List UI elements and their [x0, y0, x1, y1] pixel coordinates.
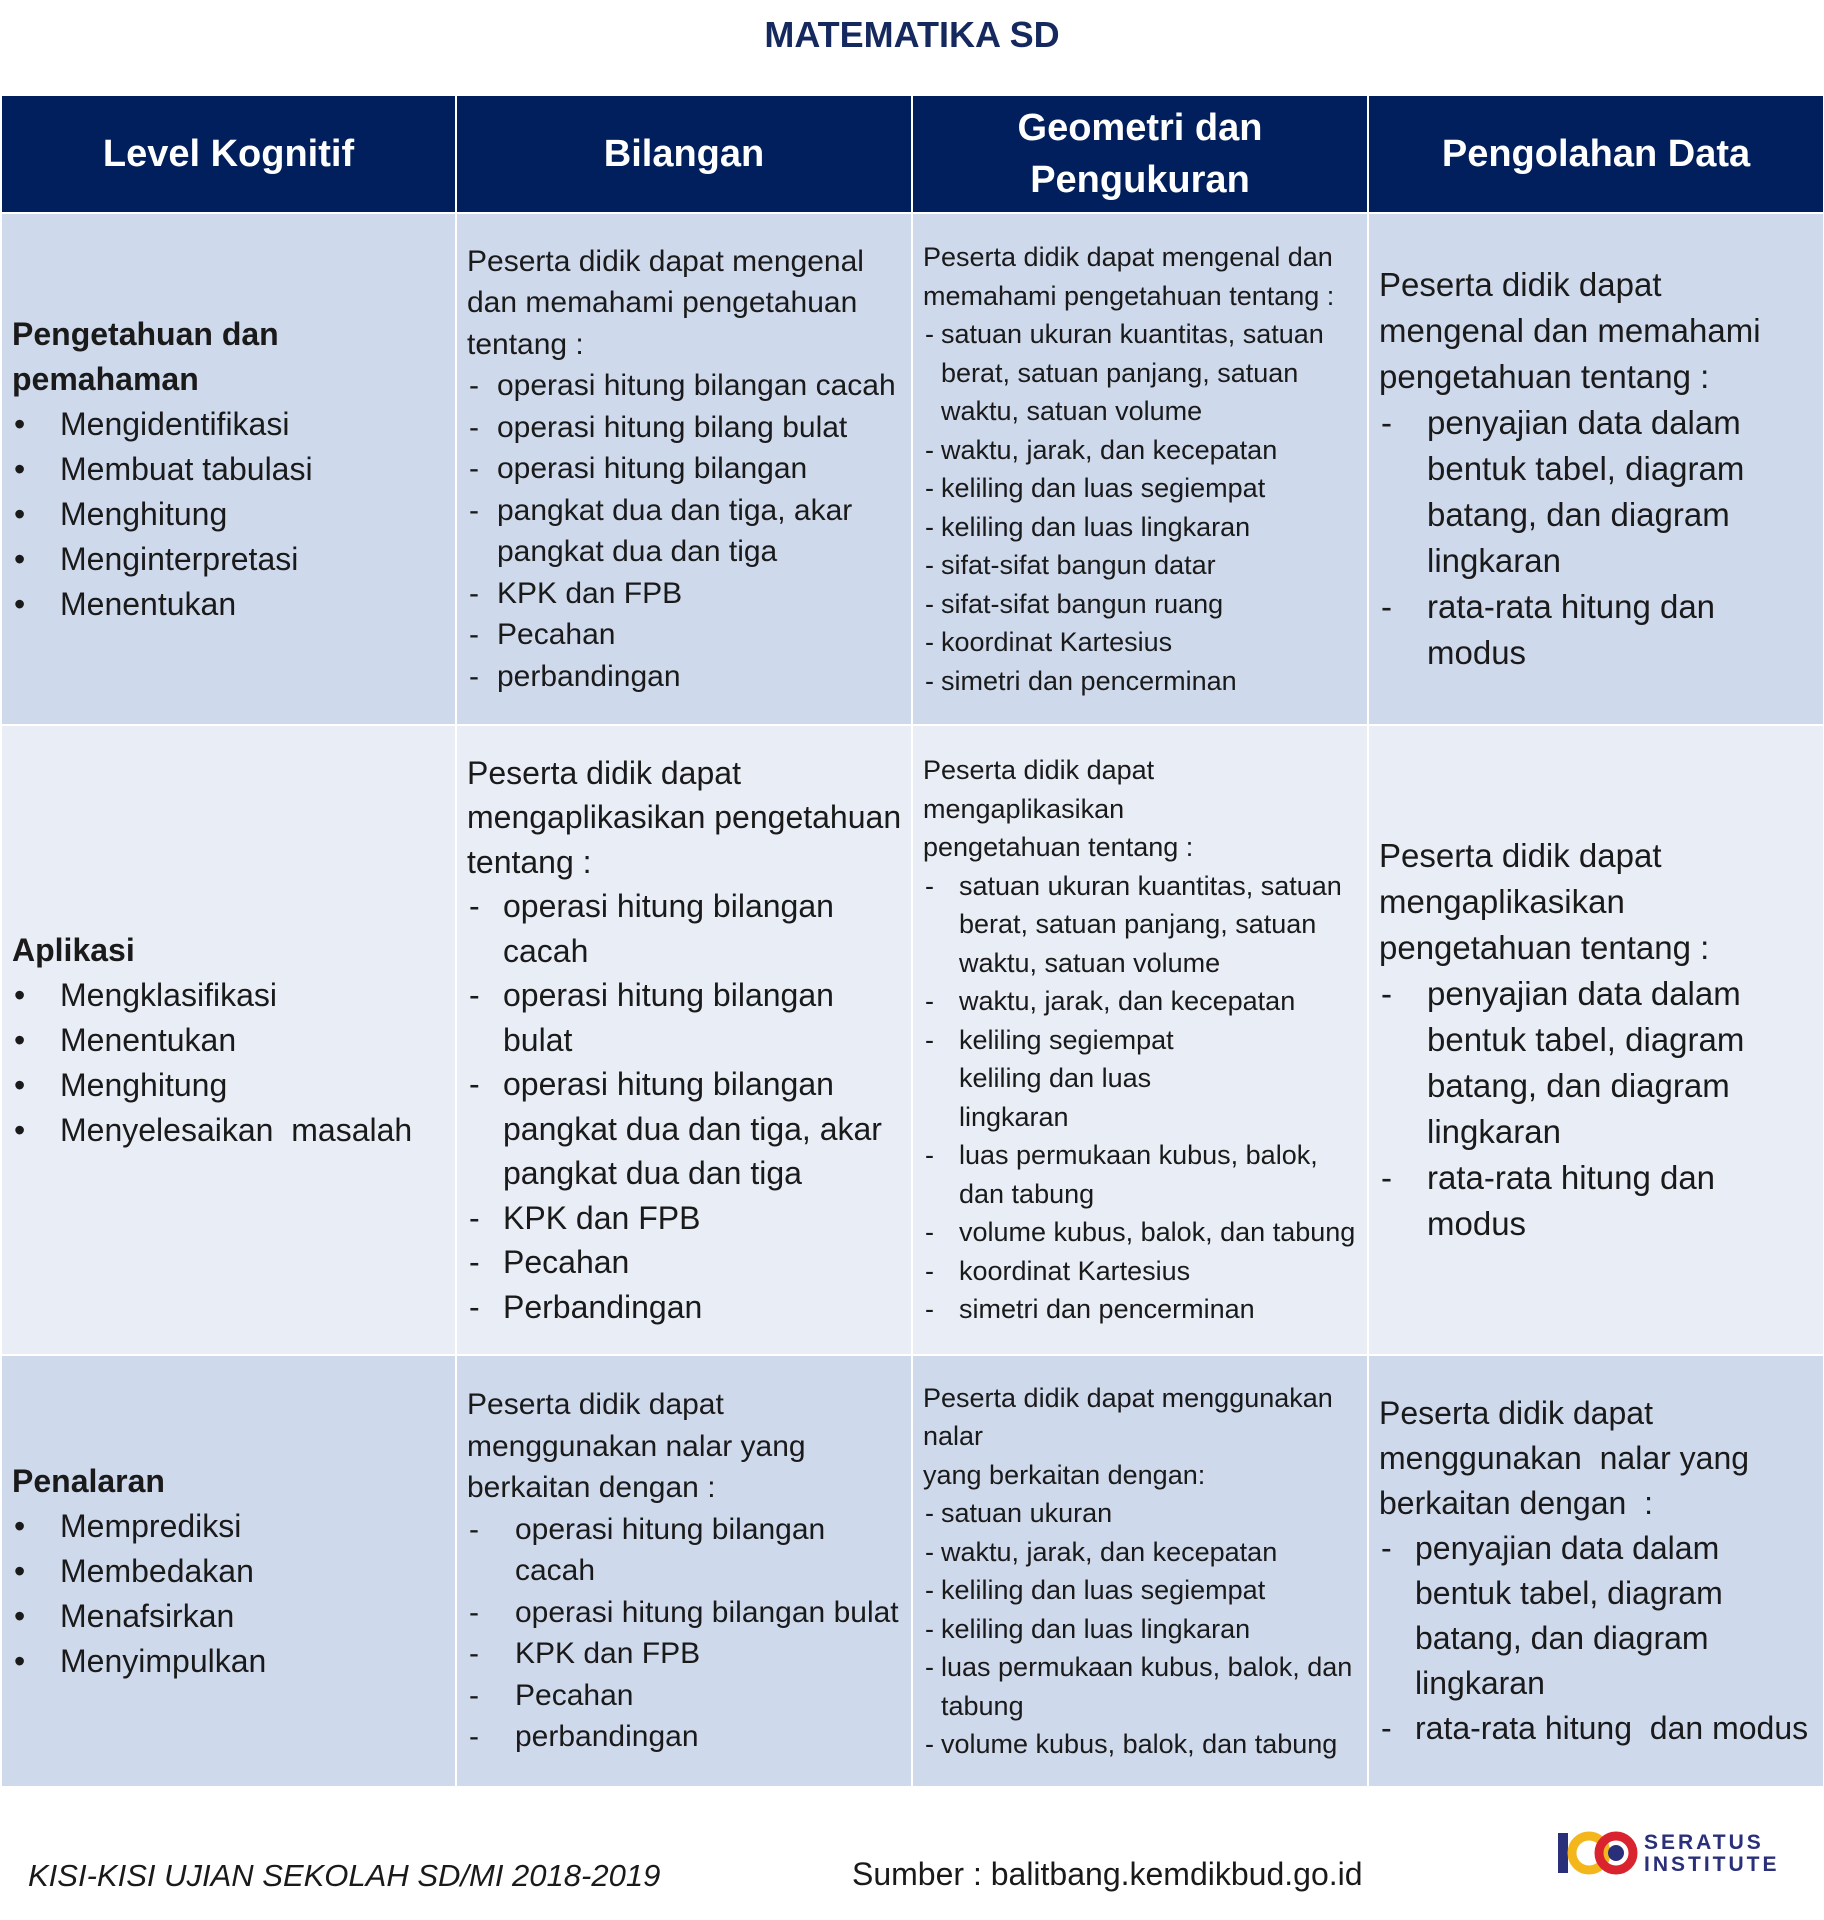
- list-item: - koordinat Kartesius: [923, 623, 1359, 662]
- bilangan-cell: [456, 213, 912, 725]
- list-item: - KPK dan FPB: [467, 1633, 903, 1675]
- list-item: - koordinat Kartesius: [923, 1252, 1359, 1291]
- list-item: - sifat-sifat bangun datar: [923, 546, 1359, 585]
- list-item: - operasi hitung bilangan cacah: [467, 365, 903, 407]
- table-header-row: [1, 95, 1824, 213]
- level-title: Aplikasi: [12, 931, 135, 968]
- list-item: - penyajian data dalam bentuk tabel, diagram batang, dan diagram lingkaran: [1379, 971, 1815, 1155]
- list-item: - Pecahan: [467, 1675, 903, 1717]
- list-item: - keliling dan luas lingkaran: [923, 508, 1359, 547]
- seratus-institute-logo: [1556, 1826, 1786, 1882]
- list-item: • Membedakan: [12, 1549, 447, 1594]
- cell-intro: Peserta didik dapat mengenal dan memahami pengetahuan tentang :: [467, 244, 864, 361]
- bilangan-cell: [456, 1355, 912, 1787]
- level-list: [12, 1504, 447, 1684]
- footer-document-title: KISI-KISI UJIAN SEKOLAH SD/MI 2018-2019: [28, 1858, 661, 1893]
- list-item: - simetri dan pencerminan: [923, 662, 1359, 701]
- level-list: [12, 402, 447, 627]
- dash-list: [1379, 1526, 1815, 1751]
- header-pengolahan-data: Pengolahan Data: [1368, 95, 1824, 213]
- list-item: - waktu, jarak, dan kecepatan: [923, 982, 1359, 1021]
- list-item: - operasi hitung bilangan bulat: [467, 973, 903, 1062]
- pengolahan-data-cell: [1368, 213, 1824, 725]
- list-item: - penyajian data dalam bentuk tabel, diagram batang, dan diagram lingkaran: [1379, 400, 1815, 584]
- level-cell: [1, 1355, 456, 1787]
- seratus-logo-icon: [1556, 1828, 1640, 1878]
- dash-list: [1379, 400, 1815, 676]
- cell-intro: Peserta didik dapat mengaplikasikan pengetahuan tentang :: [467, 754, 902, 880]
- list-item: • Menyelesaikan masalah: [12, 1108, 447, 1153]
- logo-line-1: SERATUS: [1644, 1831, 1764, 1854]
- level-title: Penalaran: [12, 1462, 165, 1499]
- list-item: • Menentukan: [12, 582, 447, 627]
- list-item: • Mengidentifikasi: [12, 402, 447, 447]
- cell-intro: Peserta didik dapat menggunakan nalar yang berkaitan dengan :: [1379, 1395, 1758, 1521]
- list-item: - pangkat dua dan tiga, akar pangkat dua dan tiga: [467, 490, 903, 573]
- dash-list: [467, 884, 903, 1329]
- cell-intro: Peserta didik dapat menggunakan nalar yang berkaitan dengan :: [467, 1388, 806, 1505]
- list-item: - operasi hitung bilangan: [467, 448, 903, 490]
- dash-list: [1379, 971, 1815, 1247]
- list-item: • Menghitung: [12, 1063, 447, 1108]
- dash-list: [923, 1494, 1359, 1764]
- kisi-kisi-table: [0, 94, 1824, 1788]
- list-item: - operasi hitung bilangan pangkat dua dan tiga, akar pangkat dua dan tiga: [467, 1062, 903, 1196]
- level-list: [12, 973, 447, 1153]
- list-item: - volume kubus, balok, dan tabung: [923, 1725, 1359, 1764]
- list-item: - satuan ukuran kuantitas, satuan berat, satuan panjang, satuan waktu, satuan volume: [923, 867, 1359, 983]
- page-title: MATEMATIKA SD: [764, 14, 1060, 55]
- list-item: - keliling dan luas lingkaran: [923, 1610, 1359, 1649]
- header-bilangan: Bilangan: [456, 95, 912, 213]
- pengolahan-data-cell: [1368, 1355, 1824, 1787]
- footer-source: Sumber : balitbang.kemdikbud.go.id: [852, 1856, 1363, 1892]
- cell-intro: Peserta didik dapat mengaplikasikan pengetahuan tentang :: [1379, 837, 1710, 966]
- list-item: • Memprediksi: [12, 1504, 447, 1549]
- list-item: - perbandingan: [467, 656, 903, 698]
- geometri-cell: [912, 1355, 1368, 1787]
- table-row: [1, 1355, 1824, 1787]
- list-item: - rata-rata hitung dan modus: [1379, 1155, 1815, 1247]
- list-item: - volume kubus, balok, dan tabung: [923, 1213, 1359, 1252]
- list-item: - rata-rata hitung dan modus: [1379, 1706, 1815, 1751]
- list-item: - keliling dan luas segiempat: [923, 1571, 1359, 1610]
- header-geometri-label: Geometri dan Pengukuran: [1017, 107, 1263, 201]
- list-item: - keliling segiempat keliling dan luas lingkaran: [923, 1021, 1249, 1137]
- table-row: [1, 213, 1824, 725]
- list-item: - operasi hitung bilangan bulat: [467, 1592, 903, 1634]
- list-item: - operasi hitung bilangan cacah: [467, 884, 903, 973]
- list-item: • Mengklasifikasi: [12, 973, 447, 1018]
- list-item: • Menafsirkan: [12, 1594, 447, 1639]
- list-item: - luas permukaan kubus, balok, dan tabung: [923, 1648, 1359, 1725]
- list-item: - satuan ukuran kuantitas, satuan berat, satuan panjang, satuan waktu, satuan volume: [923, 315, 1359, 431]
- list-item: • Menentukan: [12, 1018, 447, 1063]
- level-cell: [1, 213, 456, 725]
- list-item: - penyajian data dalam bentuk tabel, diagram batang, dan diagram lingkaran: [1379, 1526, 1815, 1706]
- list-item: - KPK dan FPB: [467, 573, 903, 615]
- dash-list: [923, 867, 1359, 1329]
- dash-list: [467, 365, 903, 697]
- geometri-cell: [912, 213, 1368, 725]
- list-item: - sifat-sifat bangun ruang: [923, 585, 1359, 624]
- logo-line-2: INSTITUTE: [1644, 1853, 1780, 1876]
- list-item: - keliling dan luas segiempat: [923, 469, 1359, 508]
- dash-list: [467, 1509, 903, 1758]
- pengolahan-data-cell: [1368, 725, 1824, 1355]
- cell-intro: Peserta didik dapat mengenal dan memahami pengetahuan tentang :: [923, 242, 1335, 311]
- geometri-cell: [912, 725, 1368, 1355]
- dash-list: [923, 315, 1359, 700]
- list-item: - rata-rata hitung dan modus: [1379, 584, 1815, 676]
- level-title: Pengetahuan dan pemahaman: [12, 315, 279, 397]
- level-cell: [1, 725, 456, 1355]
- list-item: • Menginterpretasi: [12, 537, 447, 582]
- list-item: - perbandingan: [467, 1716, 903, 1758]
- list-item: - operasi hitung bilang bulat: [467, 407, 903, 449]
- list-item: - simetri dan pencerminan: [923, 1290, 1359, 1329]
- header-geometri: [912, 95, 1368, 213]
- list-item: - waktu, jarak, dan kecepatan: [923, 1533, 1359, 1572]
- list-item: - KPK dan FPB: [467, 1196, 903, 1241]
- list-item: - waktu, jarak, dan kecepatan: [923, 431, 1359, 470]
- bilangan-cell: [456, 725, 912, 1355]
- list-item: - Pecahan: [467, 1240, 903, 1285]
- cell-intro: Peserta didik dapat mengenal dan memahami pengetahuan tentang :: [1379, 266, 1761, 395]
- list-item: • Menyimpulkan: [12, 1639, 447, 1684]
- table-row: [1, 725, 1824, 1355]
- cell-intro: Peserta didik dapat mengaplikasikan pengetahuan tentang :: [923, 755, 1194, 863]
- list-item: - satuan ukuran: [923, 1494, 1359, 1533]
- list-item: - Perbandingan: [467, 1285, 903, 1330]
- header-level-kognitif: Level Kognitif: [1, 95, 456, 213]
- list-item: - luas permukaan kubus, balok, dan tabung: [923, 1136, 1359, 1213]
- list-item: - operasi hitung bilangan cacah: [467, 1509, 903, 1592]
- list-item: - Pecahan: [467, 614, 903, 656]
- list-item: • Menghitung: [12, 492, 447, 537]
- cell-intro: Peserta didik dapat menggunakan nalar yang berkaitan dengan:: [923, 1382, 1333, 1490]
- list-item: • Membuat tabulasi: [12, 447, 447, 492]
